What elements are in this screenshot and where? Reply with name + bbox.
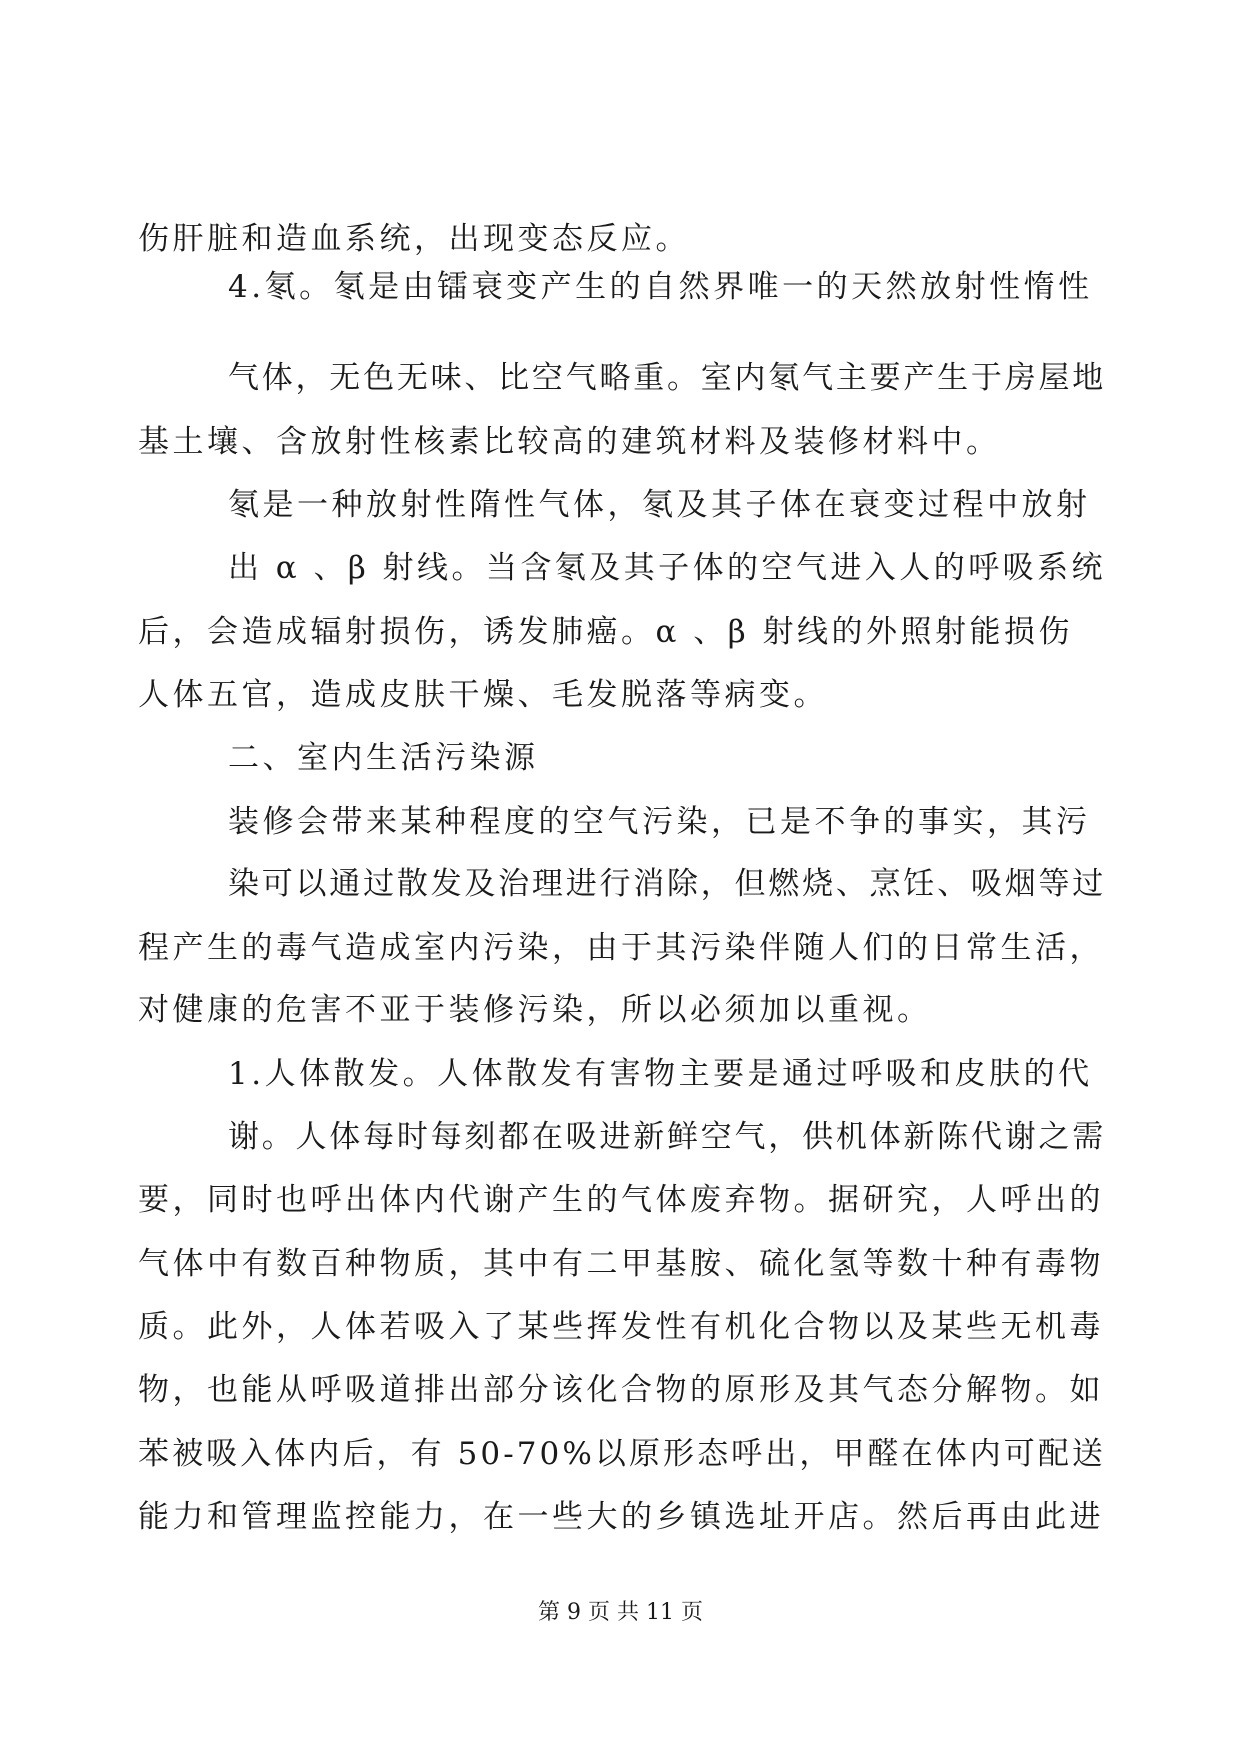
text-line (0, 802, 1241, 842)
text-line (0, 358, 1241, 398)
text-line (0, 990, 1241, 1030)
line-text: 气体，无色无味、比空气略重。室内氡气主要产生于房屋地 (228, 360, 1106, 396)
line-text: 二、室内生活污染源 (228, 740, 539, 776)
page-footer: 第 9 页 共 11 页 (538, 1600, 703, 1625)
text-line (0, 1180, 1241, 1220)
line-text: 要，同时也呼出体内代谢产生的气体废弃物。据研究，人呼出的 (138, 1182, 1104, 1218)
text-line (0, 928, 1241, 968)
line-text: 人体五官，造成皮肤干燥、毛发脱落等病变。 (138, 677, 828, 713)
line-text: 谢。人体每时每刻都在吸进新鲜空气，供机体新陈代谢之需 (228, 1119, 1106, 1155)
line-text: 质。此外，人体若吸入了某些挥发性有机化合物以及某些无机毒 (138, 1309, 1104, 1345)
section-heading (0, 738, 1241, 778)
text-line (0, 548, 1241, 588)
text-line (0, 1307, 1241, 1347)
line-text: 苯被吸入体内后，有 50-70%以原形态呼出，甲醛在体内可配送 (138, 1436, 1106, 1472)
line-text: 物，也能从呼吸道排出部分该化合物的原形及其气态分解物。如 (138, 1372, 1104, 1408)
line-text: 染可以通过散发及治理进行消除，但燃烧、烹饪、吸烟等过 (228, 866, 1106, 902)
text-line (0, 612, 1241, 652)
text-line (0, 219, 1241, 259)
text-line (0, 485, 1241, 525)
text-line (0, 1434, 1241, 1474)
text-line (0, 267, 1241, 307)
line-text: 出 α 、β 射线。当含氡及其子体的空气进入人的呼吸系统 (228, 550, 1106, 586)
text-line (0, 1117, 1241, 1157)
line-text: 1.人体散发。人体散发有害物主要是通过呼吸和皮肤的代 (228, 1056, 1093, 1092)
text-line (0, 1370, 1241, 1410)
line-text: 能力和管理监控能力，在一些大的乡镇选址开店。然后再由此进 (138, 1499, 1104, 1535)
line-text: 伤肝脏和造血系统，出现变态反应。 (138, 221, 690, 257)
text-line (0, 422, 1241, 462)
line-text: 氡是一种放射性隋性气体，氡及其子体在衰变过程中放射 (228, 487, 1091, 523)
line-text: 后，会造成辐射损伤，诱发肺癌。α 、β 射线的外照射能损伤 (138, 614, 1074, 650)
line-text: 4.氡。氡是由镭衰变产生的自然界唯一的天然放射性惰性 (228, 269, 1093, 305)
line-text: 对健康的危害不亚于装修污染，所以必须加以重视。 (138, 992, 932, 1028)
text-line (0, 864, 1241, 904)
line-text: 基土壤、含放射性核素比较高的建筑材料及装修材料中。 (138, 424, 1001, 460)
line-text: 程产生的毒气造成室内污染，由于其污染伴随人们的日常生活， (138, 930, 1104, 966)
line-text: 气体中有数百种物质，其中有二甲基胺、硫化氢等数十种有毒物 (138, 1246, 1104, 1282)
text-line (0, 675, 1241, 715)
line-text: 装修会带来某种程度的空气污染，已是不争的事实，其污 (228, 804, 1091, 840)
text-line (0, 1054, 1241, 1094)
text-line (0, 1244, 1241, 1284)
text-line (0, 1497, 1241, 1537)
